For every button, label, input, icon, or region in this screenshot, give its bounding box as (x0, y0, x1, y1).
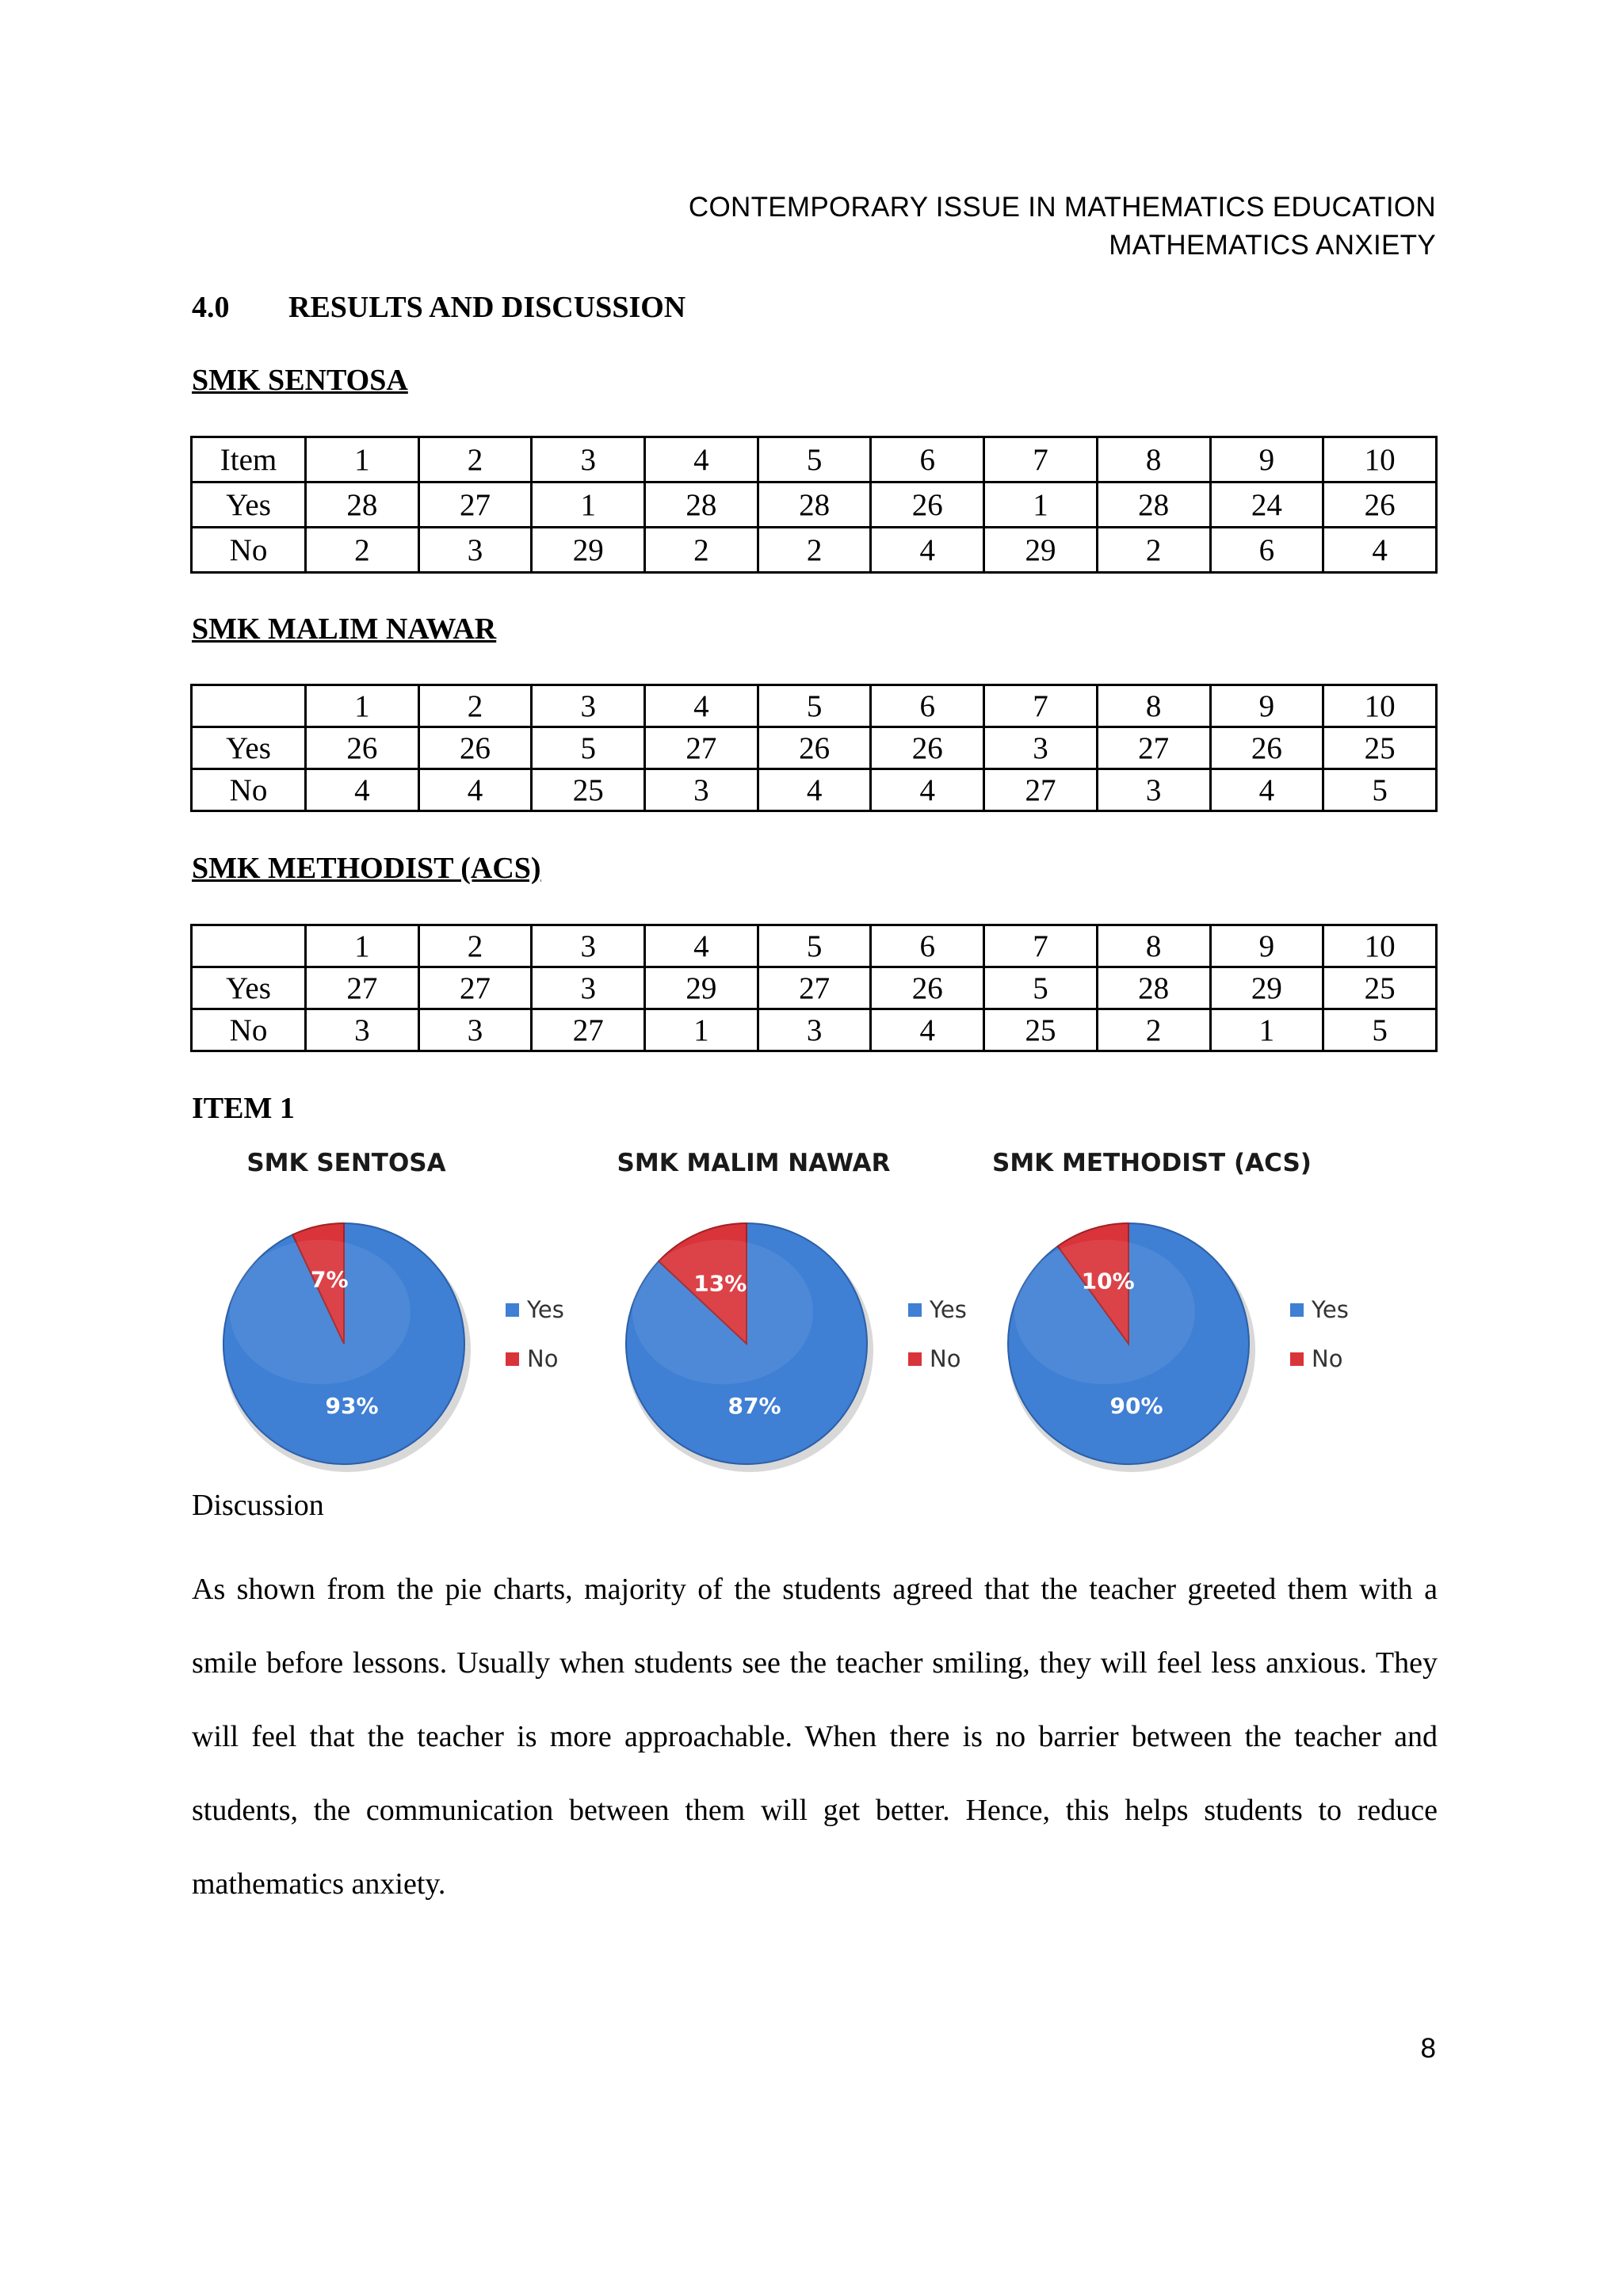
table-row-items (192, 437, 1437, 482)
table-cell: 6 (871, 685, 984, 727)
table-cell: 27 (418, 967, 532, 1009)
header-line-2: MATHEMATICS ANXIETY (1109, 230, 1436, 261)
table-cell: 8 (1097, 925, 1210, 967)
table-cell: 27 (532, 1009, 645, 1051)
pie-label-no: 13% (693, 1270, 747, 1297)
table-cell: 1 (984, 482, 1098, 528)
pie-label-no: 7% (310, 1266, 349, 1293)
pie-chart-methodist (992, 1141, 1412, 1474)
table-cell: 10 (1323, 925, 1437, 967)
table-cell: 4 (645, 437, 758, 482)
table-cell: 29 (1210, 967, 1323, 1009)
table-cell: 4 (1210, 769, 1323, 811)
table-cell: 4 (871, 528, 984, 573)
table-cell: 2 (418, 437, 532, 482)
table-cell: 8 (1097, 685, 1210, 727)
discussion-label: Discussion (192, 1489, 324, 1522)
table-cell: 7 (984, 685, 1098, 727)
section-heading (192, 290, 685, 325)
table-header-cell (192, 685, 306, 727)
table-row-no (192, 769, 1437, 811)
running-header (689, 189, 1436, 265)
table-cell: 1 (306, 925, 419, 967)
table-cell: 4 (871, 769, 984, 811)
school-title-sentosa: SMK SENTOSA (192, 364, 408, 397)
table-row-items (192, 685, 1437, 727)
table-cell: 4 (645, 685, 758, 727)
table-row-label: No (192, 769, 306, 811)
table-cell: 27 (758, 967, 871, 1009)
table-header-cell (192, 925, 306, 967)
table-cell: 5 (758, 925, 871, 967)
header-line-1: CONTEMPORARY ISSUE IN MATHEMATICS EDUCATION (688, 192, 1436, 223)
legend-item-yes (908, 1285, 967, 1334)
table-cell: 9 (1210, 437, 1323, 482)
table-cell: 3 (532, 925, 645, 967)
table-cell: 26 (306, 727, 419, 769)
pie-svg (618, 1141, 903, 1482)
legend-item-yes (1290, 1285, 1349, 1334)
table-cell: 3 (532, 967, 645, 1009)
pie-gloss (230, 1240, 411, 1384)
pie-svg (216, 1141, 501, 1482)
table-cell: 2 (645, 528, 758, 573)
table-cell: 7 (984, 437, 1098, 482)
table-cell: 3 (645, 769, 758, 811)
table-cell: 28 (1097, 967, 1210, 1009)
table-cell: 5 (984, 967, 1098, 1009)
table-cell: 29 (532, 528, 645, 573)
table-cell: 5 (758, 437, 871, 482)
results-table-malim-nawar (190, 684, 1438, 812)
legend-swatch (1290, 1303, 1304, 1317)
table-cell: 25 (532, 769, 645, 811)
table-cell: 4 (871, 1009, 984, 1051)
table-cell: 9 (1210, 925, 1323, 967)
legend-label: Yes (1312, 1296, 1349, 1323)
legend-item-yes (506, 1285, 564, 1334)
table-cell: 10 (1323, 685, 1437, 727)
table-cell: 2 (418, 925, 532, 967)
pie-chart-sentosa (216, 1141, 628, 1474)
pie-label-yes: 90% (1109, 1393, 1163, 1420)
legend-label: No (930, 1345, 961, 1372)
table-cell: 29 (645, 967, 758, 1009)
pie-gloss (1014, 1240, 1195, 1384)
table-cell: 28 (1097, 482, 1210, 528)
legend-swatch (506, 1352, 519, 1366)
table-row-yes (192, 727, 1437, 769)
table-cell: 1 (645, 1009, 758, 1051)
table-cell: 5 (1323, 1009, 1437, 1051)
table-cell: 5 (532, 727, 645, 769)
table-cell: 3 (1097, 769, 1210, 811)
legend-swatch (1290, 1352, 1304, 1366)
table-row-items (192, 925, 1437, 967)
pie-label-yes: 87% (727, 1393, 781, 1420)
legend-item-no (908, 1334, 967, 1383)
table-header-cell: Item (192, 437, 306, 482)
table-cell: 4 (306, 769, 419, 811)
table-row-yes (192, 482, 1437, 528)
legend-label: Yes (930, 1296, 967, 1323)
table-row-label: Yes (192, 727, 306, 769)
table-cell: 1 (306, 437, 419, 482)
table-cell: 26 (1323, 482, 1437, 528)
table-cell: 7 (984, 925, 1098, 967)
legend-swatch (506, 1303, 519, 1317)
table-cell: 8 (1097, 437, 1210, 482)
discussion-paragraph: As shown from the pie charts, majority of the students agreed that the teacher greeted them with a smile before lessons. Usually when students see the teacher smiling, they will feel less anxious. They will feel that the teacher is more approachable. When there is no barrier between the teacher and students, the communication between them will get better. Hence, this helps students to reduce mathematics anxiety. (192, 1573, 1438, 1901)
table-row-label: Yes (192, 482, 306, 528)
table-cell: 9 (1210, 685, 1323, 727)
table-cell: 6 (871, 437, 984, 482)
table-cell: 26 (871, 727, 984, 769)
table-cell: 27 (645, 727, 758, 769)
section-number: 4.0 (192, 291, 230, 324)
legend-label: No (527, 1345, 559, 1372)
table-cell: 26 (418, 727, 532, 769)
legend-item-no (1290, 1334, 1349, 1383)
table-cell: 28 (645, 482, 758, 528)
table-row-label: Yes (192, 967, 306, 1009)
pie-label-no: 10% (1081, 1268, 1135, 1295)
table-cell: 4 (645, 925, 758, 967)
table-cell: 3 (306, 1009, 419, 1051)
legend-label: Yes (527, 1296, 564, 1323)
table-cell: 29 (984, 528, 1098, 573)
chart-legend (1290, 1285, 1349, 1383)
table-cell: 27 (418, 482, 532, 528)
pie-label-yes: 93% (325, 1393, 379, 1420)
table-cell: 2 (1097, 528, 1210, 573)
table-cell: 4 (1323, 528, 1437, 573)
table-cell: 1 (1210, 1009, 1323, 1051)
item-heading: ITEM 1 (192, 1092, 295, 1125)
table-cell: 4 (758, 769, 871, 811)
table-row-label: No (192, 1009, 306, 1051)
page-number: 8 (1420, 2033, 1436, 2064)
table-cell: 27 (306, 967, 419, 1009)
table-cell: 2 (418, 685, 532, 727)
table-cell: 26 (1210, 727, 1323, 769)
legend-item-no (506, 1334, 564, 1383)
chart-title: SMK SENTOSA (246, 1149, 446, 1177)
table-cell: 3 (418, 528, 532, 573)
table-cell: 6 (871, 925, 984, 967)
table-cell: 10 (1323, 437, 1437, 482)
table-row-label: No (192, 528, 306, 573)
table-row-yes (192, 967, 1437, 1009)
pie-gloss (632, 1240, 813, 1384)
table-cell: 1 (306, 685, 419, 727)
table-cell: 3 (984, 727, 1098, 769)
table-row-no (192, 1009, 1437, 1051)
table-cell: 3 (532, 685, 645, 727)
school-title-methodist: SMK METHODIST (ACS) (192, 852, 541, 885)
table-cell: 3 (418, 1009, 532, 1051)
chart-legend (908, 1285, 967, 1383)
table-cell: 27 (1097, 727, 1210, 769)
table-cell: 4 (418, 769, 532, 811)
table-cell: 5 (1323, 769, 1437, 811)
results-table-methodist (190, 924, 1438, 1052)
results-table-sentosa (190, 436, 1438, 574)
table-cell: 3 (532, 437, 645, 482)
chart-legend (506, 1285, 564, 1383)
table-cell: 28 (306, 482, 419, 528)
table-cell: 2 (758, 528, 871, 573)
table-cell: 28 (758, 482, 871, 528)
pie-svg (1000, 1141, 1285, 1482)
chart-title: SMK MALIM NAWAR (617, 1149, 891, 1177)
table-cell: 26 (871, 967, 984, 1009)
legend-swatch (908, 1303, 922, 1317)
table-cell: 24 (1210, 482, 1323, 528)
table-cell: 26 (871, 482, 984, 528)
table-cell: 26 (758, 727, 871, 769)
table-cell: 5 (758, 685, 871, 727)
legend-label: No (1312, 1345, 1343, 1372)
table-cell: 25 (1323, 727, 1437, 769)
table-cell: 3 (758, 1009, 871, 1051)
table-cell: 6 (1210, 528, 1323, 573)
table-cell: 25 (1323, 967, 1437, 1009)
table-cell: 2 (1097, 1009, 1210, 1051)
legend-swatch (908, 1352, 922, 1366)
table-cell: 27 (984, 769, 1098, 811)
school-title-malim-nawar: SMK MALIM NAWAR (192, 612, 497, 646)
table-cell: 2 (306, 528, 419, 573)
table-cell: 25 (984, 1009, 1098, 1051)
section-title: RESULTS AND DISCUSSION (288, 291, 686, 324)
pie-chart-malim-nawar (618, 1141, 1030, 1474)
table-cell: 1 (532, 482, 645, 528)
table-row-no (192, 528, 1437, 573)
chart-title: SMK METHODIST (ACS) (992, 1149, 1312, 1177)
